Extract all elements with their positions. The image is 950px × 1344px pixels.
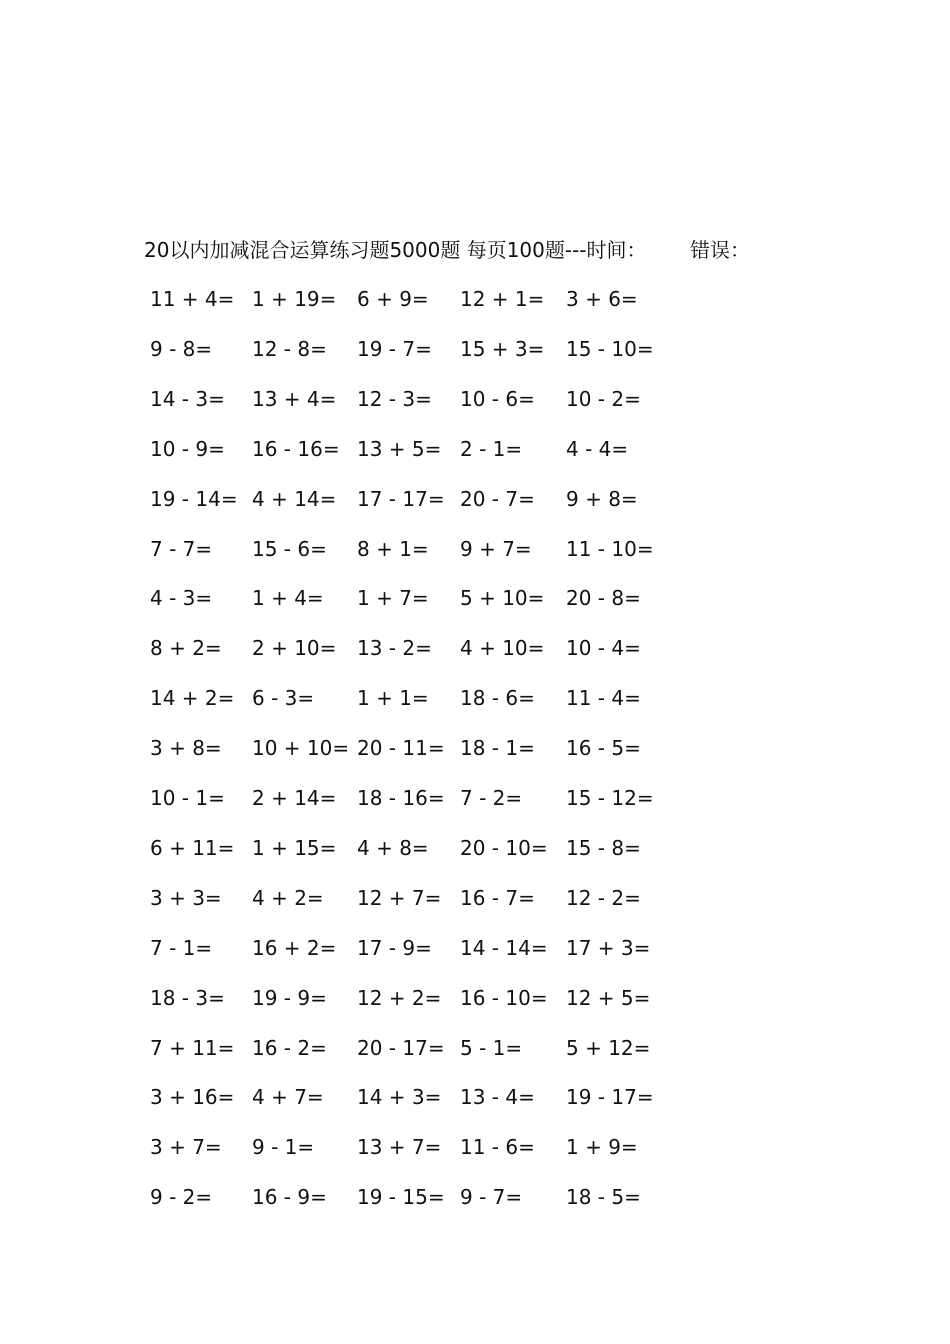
problem-17-4: 13 - 4=: [460, 1085, 535, 1109]
problem-7-2: 1 + 4=: [252, 586, 324, 610]
problem-13-1: 3 + 3=: [150, 886, 222, 910]
problem-16-1: 7 + 11=: [150, 1036, 235, 1060]
problem-14-4: 14 - 14=: [460, 936, 548, 960]
problem-3-5: 10 - 2=: [566, 387, 641, 411]
problem-11-2: 2 + 14=: [252, 786, 337, 810]
problem-13-2: 4 + 2=: [252, 886, 324, 910]
problem-7-3: 1 + 7=: [357, 586, 429, 610]
problem-19-5: 18 - 5=: [566, 1185, 641, 1209]
problem-5-2: 4 + 14=: [252, 487, 337, 511]
problem-12-1: 6 + 11=: [150, 836, 235, 860]
problem-15-2: 19 - 9=: [252, 986, 327, 1010]
problem-19-1: 9 - 2=: [150, 1185, 213, 1209]
problem-12-2: 1 + 15=: [252, 836, 337, 860]
problem-6-3: 8 + 1=: [357, 537, 429, 561]
problem-9-4: 18 - 6=: [460, 686, 535, 710]
problem-19-3: 19 - 15=: [357, 1185, 445, 1209]
problem-2-1: 9 - 8=: [150, 337, 213, 361]
problem-11-3: 18 - 16=: [357, 786, 445, 810]
problem-9-1: 14 + 2=: [150, 686, 235, 710]
problem-11-4: 7 - 2=: [460, 786, 523, 810]
problem-1-2: 1 + 19=: [252, 287, 337, 311]
problem-4-4: 2 - 1=: [460, 437, 523, 461]
problem-9-5: 11 - 4=: [566, 686, 641, 710]
problem-17-3: 14 + 3=: [357, 1085, 442, 1109]
problem-8-4: 4 + 10=: [460, 636, 545, 660]
problem-7-5: 20 - 8=: [566, 586, 641, 610]
worksheet-title: 20以内加减混合运算练习题5000题 每页100题---时间：: [144, 238, 647, 262]
problem-19-2: 16 - 9=: [252, 1185, 327, 1209]
problem-7-1: 4 - 3=: [150, 586, 213, 610]
problem-5-3: 17 - 17=: [357, 487, 445, 511]
problem-12-3: 4 + 8=: [357, 836, 429, 860]
problem-8-3: 13 - 2=: [357, 636, 432, 660]
problem-16-2: 16 - 2=: [252, 1036, 327, 1060]
problem-18-3: 13 + 7=: [357, 1135, 442, 1159]
problem-7-4: 5 + 10=: [460, 586, 545, 610]
problem-1-1: 11 + 4=: [150, 287, 235, 311]
problem-4-3: 13 + 5=: [357, 437, 442, 461]
problem-14-5: 17 + 3=: [566, 936, 651, 960]
problem-14-2: 16 + 2=: [252, 936, 337, 960]
problem-11-5: 15 - 12=: [566, 786, 654, 810]
problem-15-3: 12 + 2=: [357, 986, 442, 1010]
problem-17-1: 3 + 16=: [150, 1085, 235, 1109]
problem-19-4: 9 - 7=: [460, 1185, 523, 1209]
problem-15-4: 16 - 10=: [460, 986, 548, 1010]
problem-6-5: 11 - 10=: [566, 537, 654, 561]
problem-6-1: 7 - 7=: [150, 537, 213, 561]
problem-8-1: 8 + 2=: [150, 636, 222, 660]
problem-6-2: 15 - 6=: [252, 537, 327, 561]
problem-1-5: 3 + 6=: [566, 287, 638, 311]
problem-1-3: 6 + 9=: [357, 287, 429, 311]
problem-5-1: 19 - 14=: [150, 487, 238, 511]
problem-6-4: 9 + 7=: [460, 537, 532, 561]
problem-2-4: 15 + 3=: [460, 337, 545, 361]
problem-14-1: 7 - 1=: [150, 936, 213, 960]
problem-16-3: 20 - 17=: [357, 1036, 445, 1060]
problem-10-4: 18 - 1=: [460, 736, 535, 760]
problem-3-2: 13 + 4=: [252, 387, 337, 411]
problem-18-2: 9 - 1=: [252, 1135, 315, 1159]
problem-15-1: 18 - 3=: [150, 986, 225, 1010]
problem-3-3: 12 - 3=: [357, 387, 432, 411]
problem-10-3: 20 - 11=: [357, 736, 445, 760]
problem-8-5: 10 - 4=: [566, 636, 641, 660]
problem-9-3: 1 + 1=: [357, 686, 429, 710]
problem-13-4: 16 - 7=: [460, 886, 535, 910]
problem-10-1: 3 + 8=: [150, 736, 222, 760]
problem-2-2: 12 - 8=: [252, 337, 327, 361]
problem-11-1: 10 - 1=: [150, 786, 225, 810]
problem-13-5: 12 - 2=: [566, 886, 641, 910]
problem-8-2: 2 + 10=: [252, 636, 337, 660]
problem-2-3: 19 - 7=: [357, 337, 432, 361]
problem-4-2: 16 - 16=: [252, 437, 340, 461]
problem-17-2: 4 + 7=: [252, 1085, 324, 1109]
problem-14-3: 17 - 9=: [357, 936, 432, 960]
problem-18-5: 1 + 9=: [566, 1135, 638, 1159]
problem-10-2: 10 + 10=: [252, 736, 350, 760]
problem-15-5: 12 + 5=: [566, 986, 651, 1010]
problem-9-2: 6 - 3=: [252, 686, 315, 710]
problem-4-5: 4 - 4=: [566, 437, 629, 461]
problem-17-5: 19 - 17=: [566, 1085, 654, 1109]
error-label: 错误：: [690, 238, 750, 262]
problem-16-5: 5 + 12=: [566, 1036, 651, 1060]
problem-13-3: 12 + 7=: [357, 886, 442, 910]
problem-18-1: 3 + 7=: [150, 1135, 222, 1159]
problem-10-5: 16 - 5=: [566, 736, 641, 760]
problem-5-4: 20 - 7=: [460, 487, 535, 511]
problem-1-4: 12 + 1=: [460, 287, 545, 311]
problem-16-4: 5 - 1=: [460, 1036, 523, 1060]
problem-12-5: 15 - 8=: [566, 836, 641, 860]
problem-12-4: 20 - 10=: [460, 836, 548, 860]
problem-3-4: 10 - 6=: [460, 387, 535, 411]
problem-2-5: 15 - 10=: [566, 337, 654, 361]
problem-3-1: 14 - 3=: [150, 387, 225, 411]
problem-4-1: 10 - 9=: [150, 437, 225, 461]
problem-18-4: 11 - 6=: [460, 1135, 535, 1159]
problem-5-5: 9 + 8=: [566, 487, 638, 511]
